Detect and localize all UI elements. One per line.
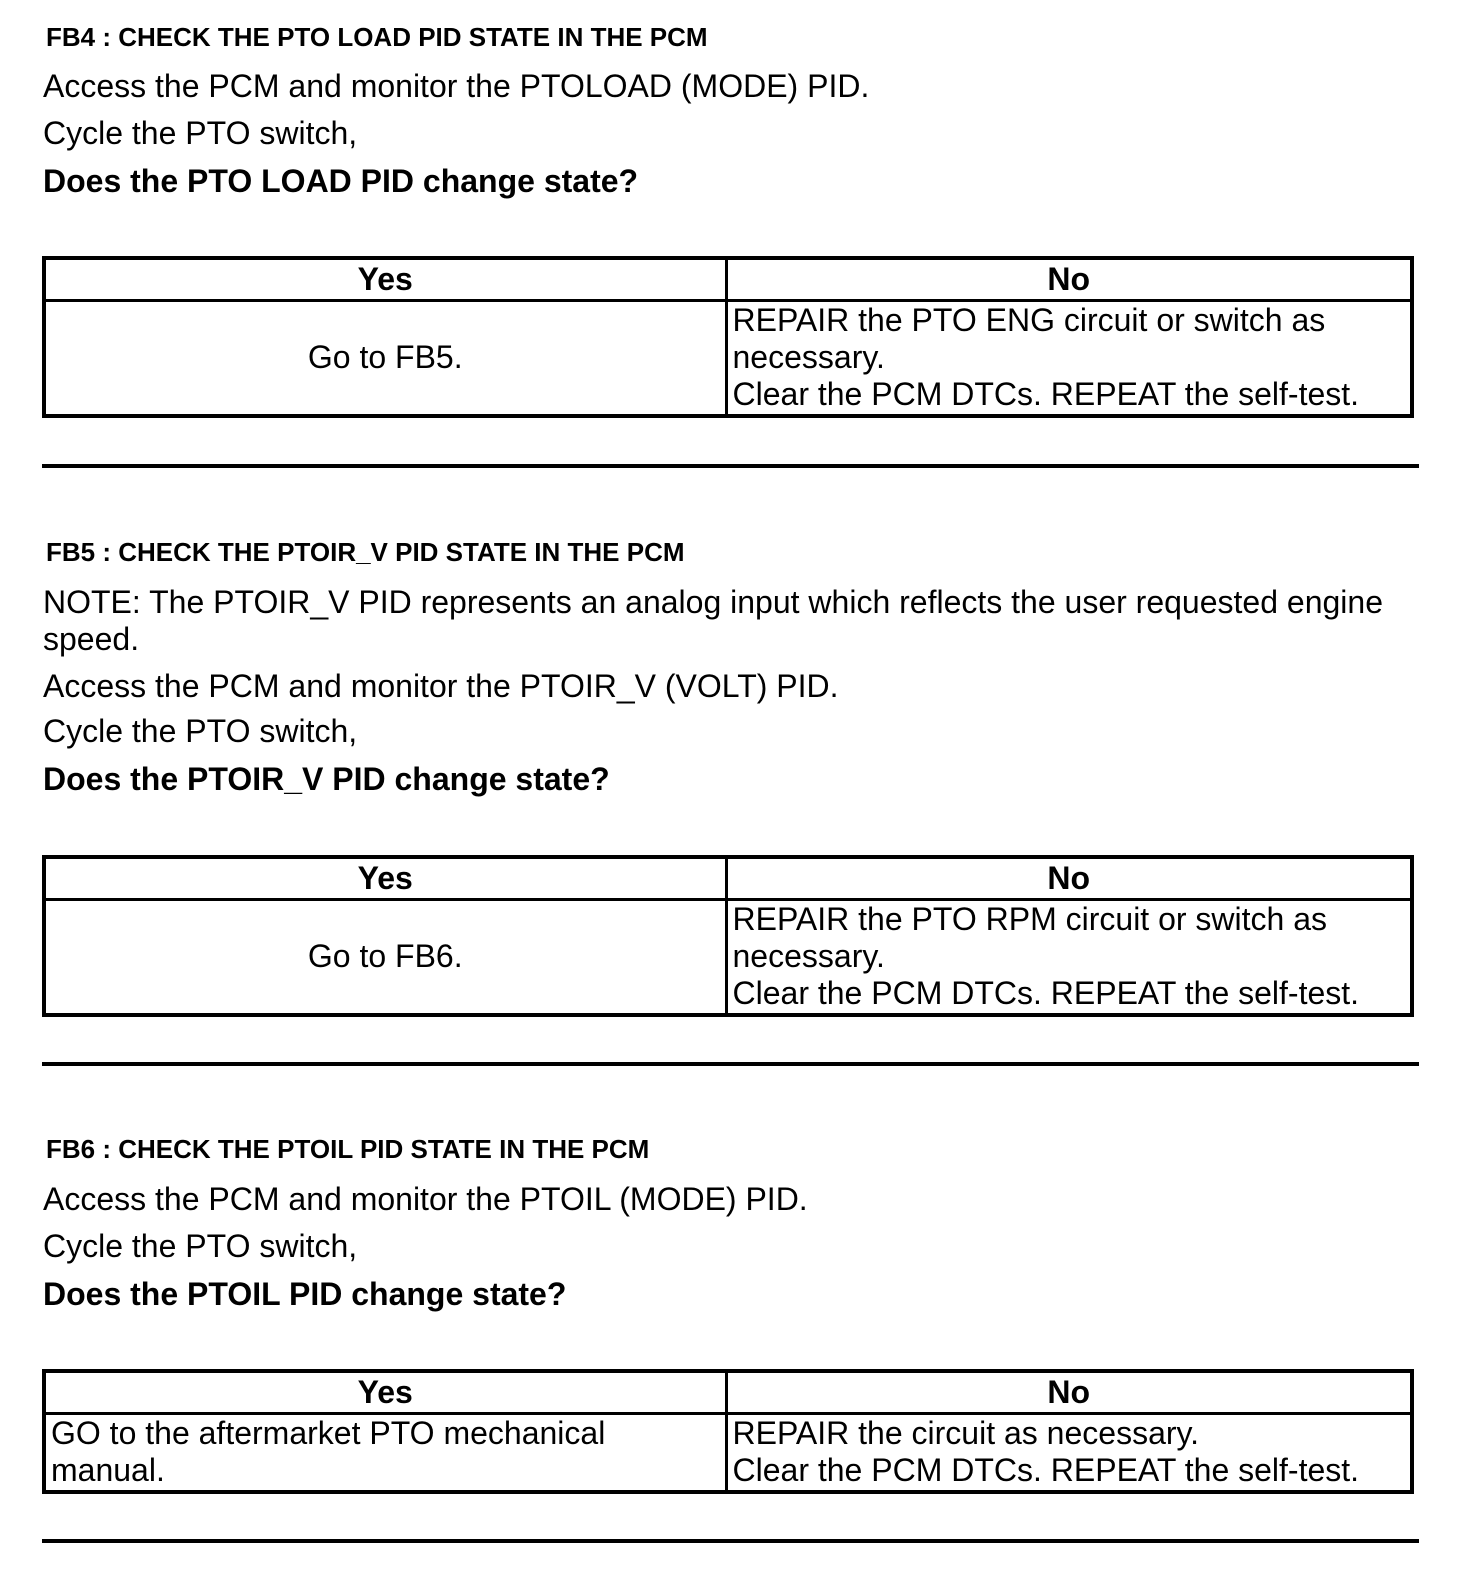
no-header: No (726, 857, 1412, 900)
no-action: REPAIR the PTO RPM circuit or switch as necessary. Clear the PCM DTCs. REPEAT the self-test. (726, 900, 1412, 1015)
step-question: Does the PTOIR_V PID change state? (43, 761, 610, 797)
no-header: No (726, 1371, 1412, 1414)
step-question: Does the PTO LOAD PID change state? (43, 163, 639, 199)
yes-action: Go to FB5. (44, 301, 726, 416)
no-action: REPAIR the PTO ENG circuit or switch as necessary. Clear the PCM DTCs. REPEAT the self-test. (726, 301, 1412, 416)
yes-no-table (42, 1369, 1414, 1494)
step-heading: FB5 : CHECK THE PTOIR_V PID STATE IN THE PCM (46, 537, 685, 567)
step-heading: FB6 : CHECK THE PTOIL PID STATE IN THE PCM (46, 1134, 650, 1164)
no-header: No (726, 258, 1412, 301)
no-action: REPAIR the circuit as necessary. Clear the PCM DTCs. REPEAT the self-test. (726, 1414, 1412, 1492)
yes-no-table (42, 855, 1414, 1017)
instruction-line: Cycle the PTO switch, (43, 115, 358, 151)
section-divider (42, 464, 1419, 468)
yes-header: Yes (44, 857, 726, 900)
yes-action: GO to the aftermarket PTO mechanical manual. (44, 1414, 726, 1492)
step-question: Does the PTOIL PID change state? (43, 1276, 567, 1312)
instruction-line: Access the PCM and monitor the PTOIR_V (VOLT) PID. (43, 668, 839, 704)
note-text: NOTE: The PTOIR_V PID represents an analog input which reflects the user requested engine speed. (43, 584, 1383, 657)
yes-action: Go to FB6. (44, 900, 726, 1015)
step-heading: FB4 : CHECK THE PTO LOAD PID STATE IN THE PCM (46, 22, 708, 52)
section-divider (42, 1062, 1419, 1066)
instruction-line: Cycle the PTO switch, (43, 1228, 358, 1264)
yes-header: Yes (44, 1371, 726, 1414)
section-divider (42, 1539, 1419, 1543)
instruction-line: Cycle the PTO switch, (43, 713, 358, 749)
instruction-line: Access the PCM and monitor the PTOLOAD (MODE) PID. (43, 68, 870, 104)
yes-no-table (42, 256, 1414, 418)
yes-header: Yes (44, 258, 726, 301)
instruction-line: Access the PCM and monitor the PTOIL (MODE) PID. (43, 1181, 808, 1217)
